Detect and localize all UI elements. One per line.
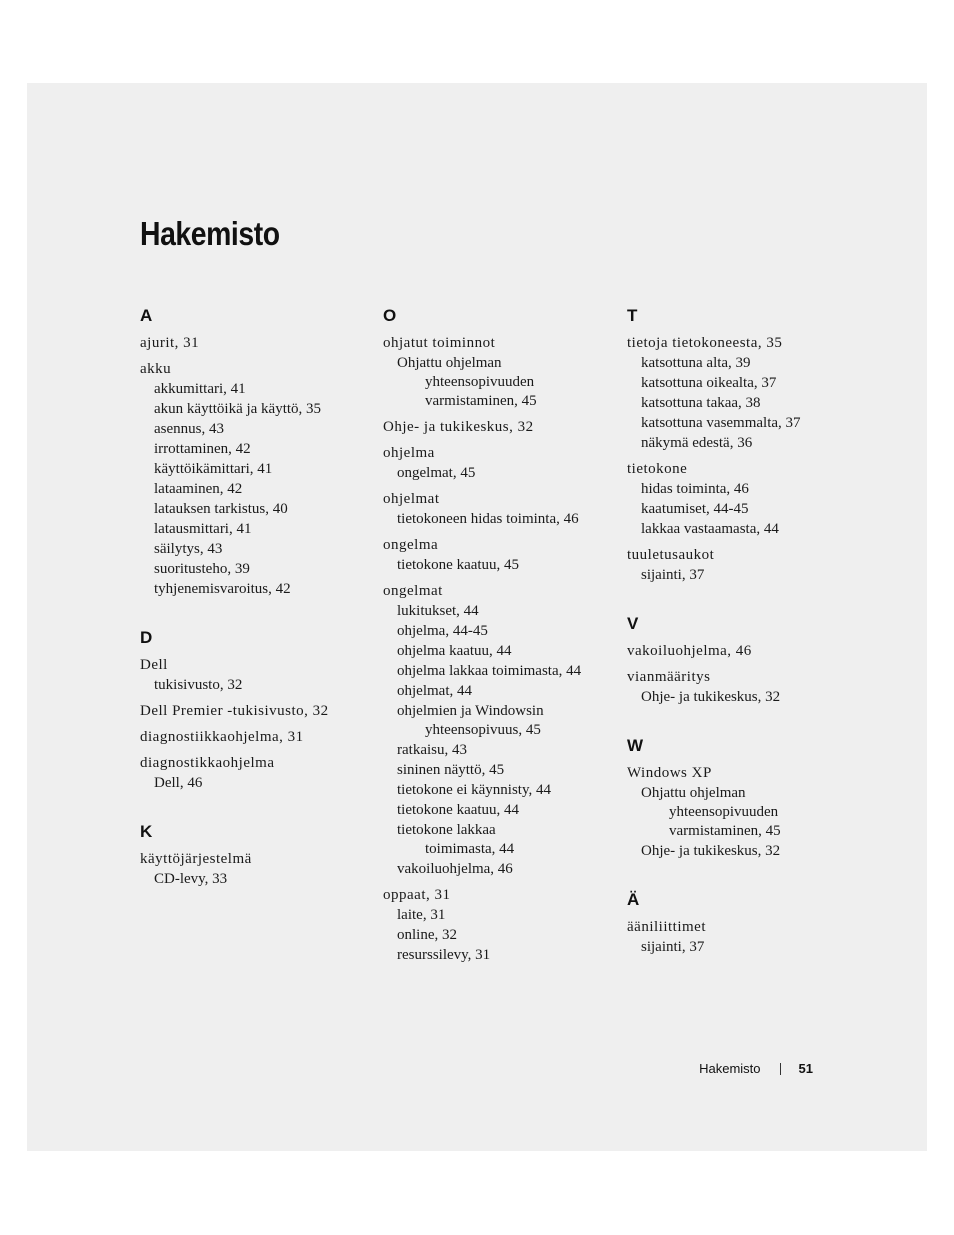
index-subentry (140, 479, 375, 499)
index-term: oppaat, 31 (383, 887, 451, 903)
index-subentry (383, 661, 618, 681)
subentry-text: latausmittari, 41 (154, 521, 252, 537)
index-column-1 (140, 305, 375, 917)
index-entry (627, 641, 862, 661)
index-subentry (140, 499, 375, 519)
index-subentry (383, 681, 618, 701)
subentry-text: tietokone kaatuu, 45 (397, 557, 520, 573)
index-subentry (383, 859, 618, 879)
index-entry (627, 763, 862, 861)
section-letter: A (140, 306, 153, 325)
index-subentry (627, 479, 862, 499)
index-term: tietoja tietokoneesta, 35 (627, 335, 783, 351)
index-entry (383, 581, 618, 879)
index-subentry (383, 701, 618, 740)
index-subentry (383, 820, 618, 859)
subentry-text: Ohje- ja tukikeskus, 32 (641, 843, 781, 859)
subentry-text: ohjelma kaatuu, 44 (397, 643, 512, 659)
index-subentry (140, 773, 375, 793)
subentry-text: akun käyttöikä ja käyttö, 35 (154, 401, 322, 417)
index-entry (383, 443, 618, 483)
subentry-continuation: toimimasta, 44 (425, 841, 515, 857)
subentry-text: irrottaminen, 42 (154, 441, 251, 457)
subentry-text: tietokone ei käynnisty, 44 (397, 782, 551, 798)
index-section (140, 627, 375, 793)
index-subentry (627, 393, 862, 413)
index-entry (627, 667, 862, 707)
page-title: Hakemisto (140, 215, 280, 252)
index-subentry (383, 601, 618, 621)
index-entry (140, 655, 375, 695)
subentry-text: ohjelma lakkaa toimimasta, 44 (397, 663, 582, 679)
subentry-text: latauksen tarkistus, 40 (154, 501, 288, 517)
index-subentry (627, 687, 862, 707)
section-letter: D (140, 628, 153, 647)
subentry-text: Ohjattu ohjelman (397, 355, 502, 371)
footer-section-title: Hakemisto (699, 1061, 761, 1076)
index-subentry (140, 869, 375, 889)
index-term: tietokone (627, 461, 688, 477)
subentry-text: laite, 31 (397, 907, 446, 923)
section-letter: T (627, 306, 638, 325)
index-subentry (140, 459, 375, 479)
subentry-text: Dell, 46 (154, 775, 203, 791)
index-subentry (383, 760, 618, 780)
index-term: ohjelma (383, 445, 435, 461)
index-subentry (627, 519, 862, 539)
page-number: 51 (798, 1061, 813, 1076)
index-term: akku (140, 361, 172, 377)
subentry-text: ohjelma, 44-45 (397, 623, 488, 639)
subentry-text: säilytys, 43 (154, 541, 223, 557)
subentry-text: tietokone kaatuu, 44 (397, 802, 520, 818)
index-entry (140, 849, 375, 889)
subentry-text: sijainti, 37 (641, 567, 705, 583)
subentry-text: CD-levy, 33 (154, 871, 228, 887)
subentry-text: tietokone lakkaa (397, 822, 496, 838)
subentry-text: tietokoneen hidas toiminta, 46 (397, 511, 579, 527)
subentry-text: Ohjattu ohjelman (641, 785, 746, 801)
index-term: Dell (140, 657, 168, 673)
index-entry (627, 545, 862, 585)
section-letter: V (627, 614, 639, 633)
index-subentry (383, 945, 618, 965)
index-term: Windows XP (627, 765, 712, 781)
section-letter: W (627, 736, 644, 755)
index-subentry (140, 579, 375, 599)
subentry-text: hidas toiminta, 46 (641, 481, 749, 497)
subentry-continuation: yhteensopivuuden (669, 804, 779, 820)
index-term: ohjatut toiminnot (383, 335, 496, 351)
index-subentry (627, 565, 862, 585)
index-entry (627, 917, 862, 957)
index-term: diagnostikkaohjelma (140, 755, 275, 771)
index-section (627, 305, 862, 585)
subentry-text: ratkaisu, 43 (397, 742, 467, 758)
index-term: Dell Premier -tukisivusto, 32 (140, 703, 329, 719)
index-subentry (140, 519, 375, 539)
index-subentry (627, 937, 862, 957)
index-subentry (383, 800, 618, 820)
subentry-text: kaatumiset, 44-45 (641, 501, 749, 517)
index-term: ääniliittimet (627, 919, 706, 935)
subentry-text: käyttöikämittari, 41 (154, 461, 273, 477)
index-section (627, 889, 862, 957)
section-letter: K (140, 822, 153, 841)
index-subentry (383, 509, 618, 529)
subentry-text: näkymä edestä, 36 (641, 435, 753, 451)
subentry-text: ongelmat, 45 (397, 465, 476, 481)
index-term: tuuletusaukot (627, 547, 715, 563)
subentry-text: akkumittari, 41 (154, 381, 246, 397)
index-term: vianmääritys (627, 669, 711, 685)
index-subentry (627, 413, 862, 433)
index-subentry (383, 780, 618, 800)
index-entry (140, 701, 375, 721)
index-section (627, 613, 862, 707)
index-subentry (140, 439, 375, 459)
subentry-text: katsottuna takaa, 38 (641, 395, 761, 411)
index-section (383, 305, 618, 965)
subentry-text: lukitukset, 44 (397, 603, 479, 619)
index-term: käyttöjärjestelmä (140, 851, 252, 867)
index-entry (383, 417, 618, 437)
index-subentry (627, 499, 862, 519)
index-subentry (383, 641, 618, 661)
index-column-3 (627, 305, 862, 985)
subentry-text: asennus, 43 (154, 421, 224, 437)
index-entry (383, 885, 618, 965)
index-section (627, 735, 862, 861)
index-section (140, 821, 375, 889)
index-entry (140, 333, 375, 353)
index-entry (383, 333, 618, 411)
index-subentry (140, 399, 375, 419)
index-subentry (383, 621, 618, 641)
subentry-text: tukisivusto, 32 (154, 677, 243, 693)
subentry-text: Ohje- ja tukikeskus, 32 (641, 689, 781, 705)
subentry-continuation: varmistaminen, 45 (669, 823, 781, 839)
index-section (140, 305, 375, 599)
index-subentry (140, 539, 375, 559)
section-letter: O (383, 306, 397, 325)
index-subentry (627, 373, 862, 393)
subentry-text: tyhjenemisvaroitus, 42 (154, 581, 291, 597)
index-term: vakoiluohjelma, 46 (627, 643, 752, 659)
index-entry (140, 753, 375, 793)
index-term: Ohje- ja tukikeskus, 32 (383, 419, 534, 435)
index-subentry (140, 419, 375, 439)
subentry-text: suoritusteho, 39 (154, 561, 250, 577)
index-subentry (383, 740, 618, 760)
index-entry (383, 489, 618, 529)
index-subentry (383, 353, 618, 411)
index-term: diagnostiikkaohjelma, 31 (140, 729, 304, 745)
index-subentry (140, 379, 375, 399)
index-term: ongelmat (383, 583, 443, 599)
index-subentry (383, 555, 618, 575)
index-subentry (627, 433, 862, 453)
subentry-text: sijainti, 37 (641, 939, 705, 955)
index-subentry (627, 783, 862, 841)
index-subentry (383, 463, 618, 483)
index-term: ajurit, 31 (140, 335, 200, 351)
subentry-text: vakoiluohjelma, 46 (397, 861, 513, 877)
subentry-continuation: yhteensopivuuden (425, 374, 535, 390)
index-entry (383, 535, 618, 575)
subentry-text: ohjelmat, 44 (397, 683, 472, 699)
subentry-text: lakkaa vastaamasta, 44 (641, 521, 779, 537)
subentry-continuation: varmistaminen, 45 (425, 393, 537, 409)
footer-separator (780, 1063, 781, 1075)
index-subentry (140, 559, 375, 579)
index-subentry (627, 841, 862, 861)
index-subentry (627, 353, 862, 373)
index-term: ohjelmat (383, 491, 440, 507)
index-entry (627, 333, 862, 453)
index-subentry (140, 675, 375, 695)
subentry-text: resurssilevy, 31 (397, 947, 491, 963)
subentry-text: katsottuna alta, 39 (641, 355, 751, 371)
subentry-text: lataaminen, 42 (154, 481, 243, 497)
subentry-text: online, 32 (397, 927, 457, 943)
page-footer (699, 1061, 813, 1076)
subentry-text: ohjelmien ja Windowsin (397, 703, 544, 719)
index-column-2 (383, 305, 618, 993)
subentry-text: sininen näyttö, 45 (397, 762, 505, 778)
subentry-continuation: yhteensopivuus, 45 (425, 722, 541, 738)
section-letter: Ä (627, 890, 640, 909)
index-subentry (383, 905, 618, 925)
subentry-text: katsottuna vasemmalta, 37 (641, 415, 801, 431)
index-subentry (383, 925, 618, 945)
subentry-text: katsottuna oikealta, 37 (641, 375, 777, 391)
index-term: ongelma (383, 537, 439, 553)
index-entry (140, 359, 375, 599)
index-entry (627, 459, 862, 539)
index-entry (140, 727, 375, 747)
